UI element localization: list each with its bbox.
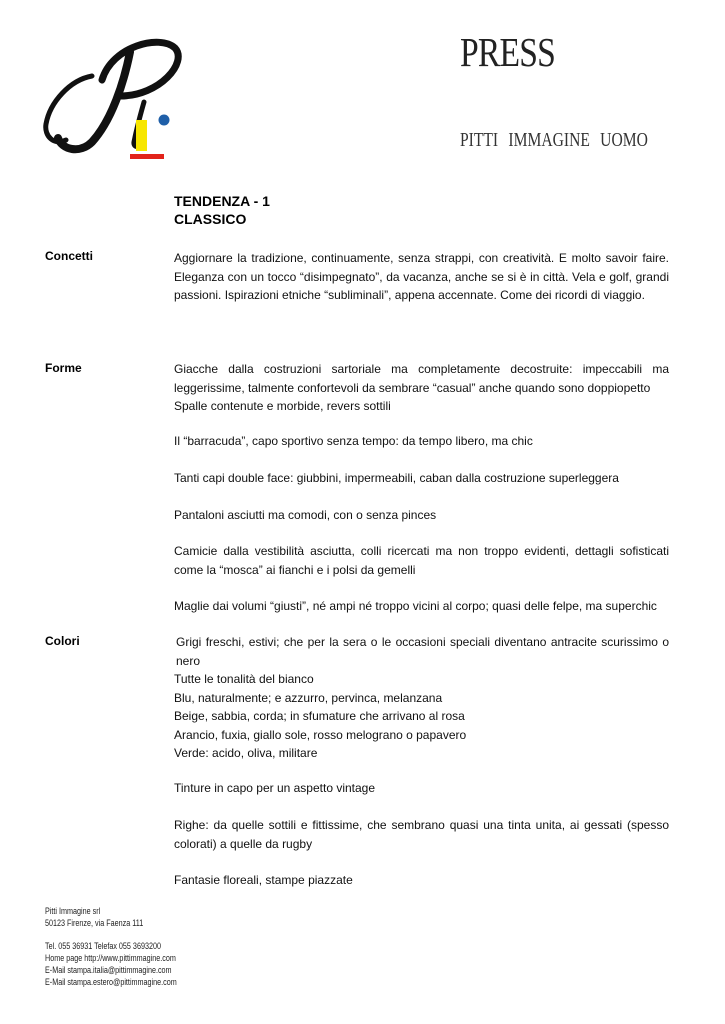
section-label-concetti: Concetti <box>45 249 93 263</box>
press-heading: PRESS <box>460 29 555 75</box>
colori-paragraph-righe: Righe: da quelle sottili e fittissime, che sembrano quasi una tinta unita, ai gessati (spesso colorati) a quelle da rugby <box>174 818 669 851</box>
logo-yellow-bar <box>136 120 147 151</box>
forme-paragraph-1 <box>174 360 669 416</box>
section-label-colori: Colori <box>45 634 80 648</box>
colori-list <box>174 633 669 763</box>
document-title-line2: CLASSICO <box>174 211 247 227</box>
footer-address: 50123 Firenze, via Faenza 111 <box>45 918 144 928</box>
footer-email-estero-link[interactable]: E-Mail stampa.estero@pittimmagine.com <box>45 977 177 987</box>
forme-spalle: Spalle contenute e morbide, revers sottili <box>174 399 391 413</box>
footer-homepage-link[interactable]: Home page http://www.pittimmagine.com <box>45 953 176 963</box>
forme-paragraph-2: Il “barracuda”, capo sportivo senza tempo: da tempo libero, ma chic <box>174 434 533 448</box>
pitti-logo <box>40 32 190 166</box>
footer-company: Pitti Immagine srl <box>45 906 101 916</box>
footer-email-italia-link[interactable]: E-Mail stampa.italia@pittimmagine.com <box>45 965 172 975</box>
forme-paragraph-5: Camicie dalla vestibilità asciutta, colli ricercati ma non troppo evidenti, dettagli sofisticati come la “mosca” ai fianchi e i polsi da gemelli <box>174 544 669 577</box>
colori-blu: Blu, naturalmente; e azzurro, pervinca, melanzana <box>174 690 443 705</box>
logo-script-letters <box>46 42 178 149</box>
section-label-forme: Forme <box>45 361 82 375</box>
forme-paragraph-3: Tanti capi double face: giubbini, impermeabili, caban dalla costruzione superleggera <box>174 471 619 485</box>
logo-blue-dot <box>159 115 170 126</box>
colori-grigi: Grigi freschi, estivi; che per la sera o le occasioni speciali diventano antracite scurissimo o nero <box>176 635 669 668</box>
forme-paragraph-6: Maglie dai volumi “giusti”, né ampi né troppo vicini al corpo; quasi delle felpe, ma superchic <box>174 599 657 613</box>
colori-bianco: Tutte le tonalità del bianco <box>174 672 314 686</box>
document-title-line1: TENDENZA - 1 <box>174 193 270 209</box>
colori-paragraph-tinture: Tinture in capo per un aspetto vintage <box>174 781 376 795</box>
colori-arancio: Arancio, fuxia, giallo sole, rosso melograno o papavero <box>174 727 467 742</box>
concetti-text: Aggiornare la tradizione, continuamente, senza strappi, con creatività. E molto savoir faire. Eleganza con un tocco “disimpegnato”, da vacanza, anche se si è in città. Vela e golf, grandi passioni. Ispirazioni etniche “subliminali”, appena accennate. Come dei ricordi di viaggio. <box>174 251 669 302</box>
colori-beige: Beige, sabbia, corda; in sfumature che arrivano al rosa <box>174 709 465 723</box>
footer-phones: Tel. 055 36931 Telefax 055 3693200 <box>45 941 161 951</box>
colori-verde: Verde: acido, oliva, militare <box>174 746 318 760</box>
logo-red-bar <box>130 154 164 159</box>
colori-paragraph-fantasie: Fantasie floreali, stampe piazzate <box>174 873 353 887</box>
organization-name: PITTI IMMAGINE UOMO <box>460 130 648 151</box>
forme-paragraph-4: Pantaloni asciutti ma comodi, con o senza pinces <box>174 508 437 522</box>
forme-giacche: Giacche dalla costruzioni sartoriale ma completamente decostruite: impeccabili ma leggerissime, talmente confortevoli da sembrare “casual” anche quando sono doppiopetto <box>174 362 669 395</box>
